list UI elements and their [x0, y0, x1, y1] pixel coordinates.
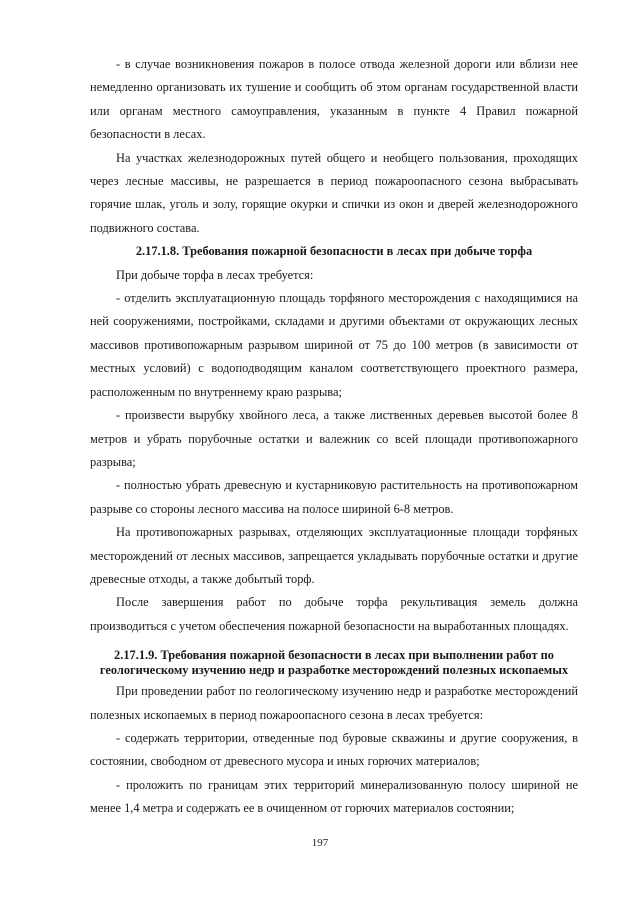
paragraph-geology-strip: - проложить по границам этих территорий минерализованную полосу шириной не менее 1,4 метра и содержать ее в очищенном от горючих материалов состоянии; — [90, 777, 578, 816]
paragraph-railway-prohibition: На участках железнодорожных путей общего и необщего пользования, проходящих через лесные массивы, не разрешается в период пожароопасного сезона выбрасывать горячие шлак, уголь и золу, горящие окурки и спички из окон и дверей железнодорожного подвижного состава. — [90, 150, 578, 235]
section-heading-peat: 2.17.1.8. Требования пожарной безопасности в лесах при добыче торфа — [135, 244, 533, 259]
paragraph-fire-report: - в случае возникновения пожаров в полосе отвода железной дороги или вблизи нее немедленно организовать их тушение и сообщить об этом органам государственной власти или органам местного самоуправления, указанным в пункте 4 Правил пожарной безопасности в лесах. — [90, 57, 578, 142]
page-body — [90, 53, 578, 821]
paragraph-geology-intro: При проведении работ по геологическому изучению недр и разработке месторождений полезных ископаемых в период пожароопасного сезона в лесах требуется: — [90, 684, 578, 722]
paragraph-peat-vegetation: - полностью убрать древесную и кустарниковую растительность на противопожарном разрыве со стороны лесного массива на полосе шириной 6-8 метров. — [90, 478, 578, 516]
page-number: 197 — [311, 837, 329, 849]
paragraph-peat-prohibition: На противопожарных разрывах, отделяющих эксплуатационные площади торфяных месторождений от лесных массивов, запрещается укладывать порубочные остатки и другие древесные отходы, а также добытый торф. — [90, 525, 578, 586]
paragraph-peat-intro: При добыче торфа в лесах требуется: — [116, 267, 314, 282]
section-heading-geology: 2.17.1.9. Требования пожарной безопасности в лесах при выполнении работ по геологическому изучению недр и разработке месторождений полезных ископаемых — [99, 648, 569, 678]
paragraph-peat-firebreak: - отделить эксплуатационную площадь торфяного месторождения с находящимися на ней сооружениями, постройками, складами и другими объектами от окружающих лесных массивов противопожарным разрывом шириной от 75 до 100 метров (в зависимости от местных условий) с водоподводящим каналом соответствующего проектного размера, расположенным по внутреннему краю разрыва; — [90, 291, 578, 399]
paragraph-peat-recultivation: После завершения работ по добыче торфа рекультивация земель должна производиться с учетом обеспечения пожарной безопасности на выработанных площадях. — [90, 595, 578, 633]
paragraph-geology-territory: - содержать территории, отведенные под буровые скважины и другие сооружения, в состоянии, свободном от древесного мусора и иных горючих материалов; — [90, 730, 578, 769]
paragraph-peat-clearing: - произвести вырубку хвойного леса, а также лиственных деревьев высотой более 8 метров и убрать порубочные остатки и валежник со всей площади противопожарного разрыва; — [90, 408, 578, 469]
